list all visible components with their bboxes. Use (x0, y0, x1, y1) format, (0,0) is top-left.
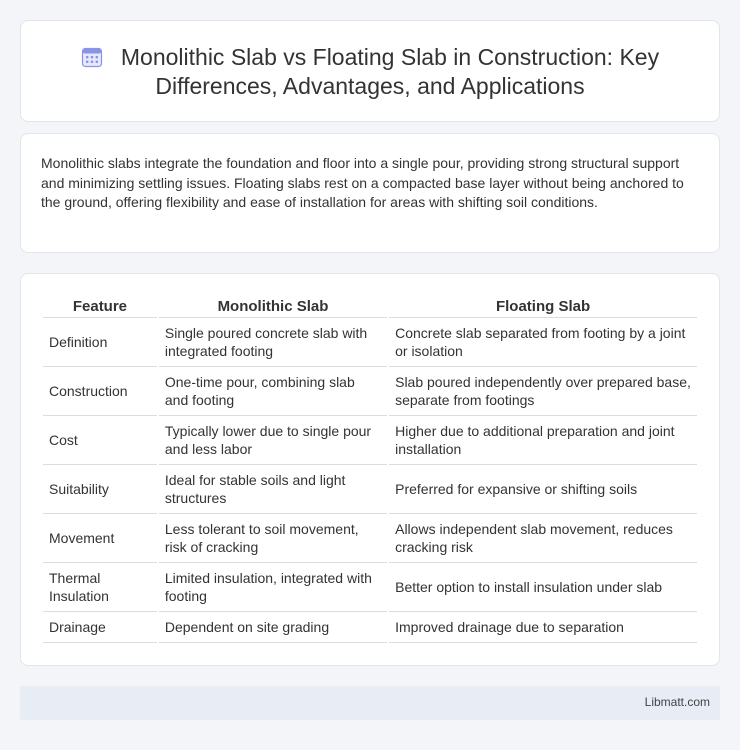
floating-cell: Improved drainage due to separation (389, 612, 697, 643)
table-row (43, 612, 697, 643)
monolithic-cell: Single poured concrete slab with integrated footing (159, 318, 387, 367)
feature-cell: Thermal Insulation (43, 563, 157, 612)
floating-cell: Preferred for expansive or shifting soils (389, 465, 697, 514)
table-row (43, 563, 697, 612)
feature-cell: Cost (43, 416, 157, 465)
floating-cell: Higher due to additional preparation and joint installation (389, 416, 697, 465)
monolithic-cell: Limited insulation, integrated with footing (159, 563, 387, 612)
monolithic-cell: One-time pour, combining slab and footing (159, 367, 387, 416)
feature-cell: Movement (43, 514, 157, 563)
feature-cell: Suitability (43, 465, 157, 514)
monolithic-cell: Dependent on site grading (159, 612, 387, 643)
floating-cell: Allows independent slab movement, reduces cracking risk (389, 514, 697, 563)
feature-cell: Definition (43, 318, 157, 367)
floating-cell: Concrete slab separated from footing by a joint or isolation (389, 318, 697, 367)
feature-cell: Drainage (43, 612, 157, 643)
table-row (43, 416, 697, 465)
floating-cell: Slab poured independently over prepared base, separate from footings (389, 367, 697, 416)
table-row (43, 318, 697, 367)
table-row (43, 465, 697, 514)
title-card (20, 20, 720, 122)
header-floating-slab: Floating Slab (389, 296, 697, 318)
header-feature: Feature (43, 296, 157, 318)
header-monolithic-slab: Monolithic Slab (159, 296, 387, 318)
monolithic-cell: Typically lower due to single pour and less labor (159, 416, 387, 465)
page-title-wrap (21, 43, 719, 101)
floating-cell: Better option to install insulation under slab (389, 563, 697, 612)
table-row (43, 514, 697, 563)
monolithic-cell: Less tolerant to soil movement, risk of cracking (159, 514, 387, 563)
footer-bar (20, 686, 720, 720)
calendar-icon (81, 46, 103, 68)
table-header-row (43, 296, 697, 318)
feature-cell: Construction (43, 367, 157, 416)
comparison-card (20, 273, 720, 666)
page-title: Monolithic Slab vs Floating Slab in Construction: Key Differences, Advantages, and Applications (120, 44, 660, 99)
monolithic-cell: Ideal for stable soils and light structures (159, 465, 387, 514)
table-row (43, 367, 697, 416)
intro-card (20, 133, 720, 253)
intro-paragraph: Monolithic slabs integrate the foundation and floor into a single pour, providing strong structural support and minimizing settling issues. Floating slabs rest on a compacted base layer without being anchored to the ground, offering flexibility and ease of installation for areas with shifting soil conditions. (41, 155, 684, 210)
comparison-table (41, 296, 699, 643)
footer-brand-link[interactable]: Libmatt.com (644, 695, 710, 709)
